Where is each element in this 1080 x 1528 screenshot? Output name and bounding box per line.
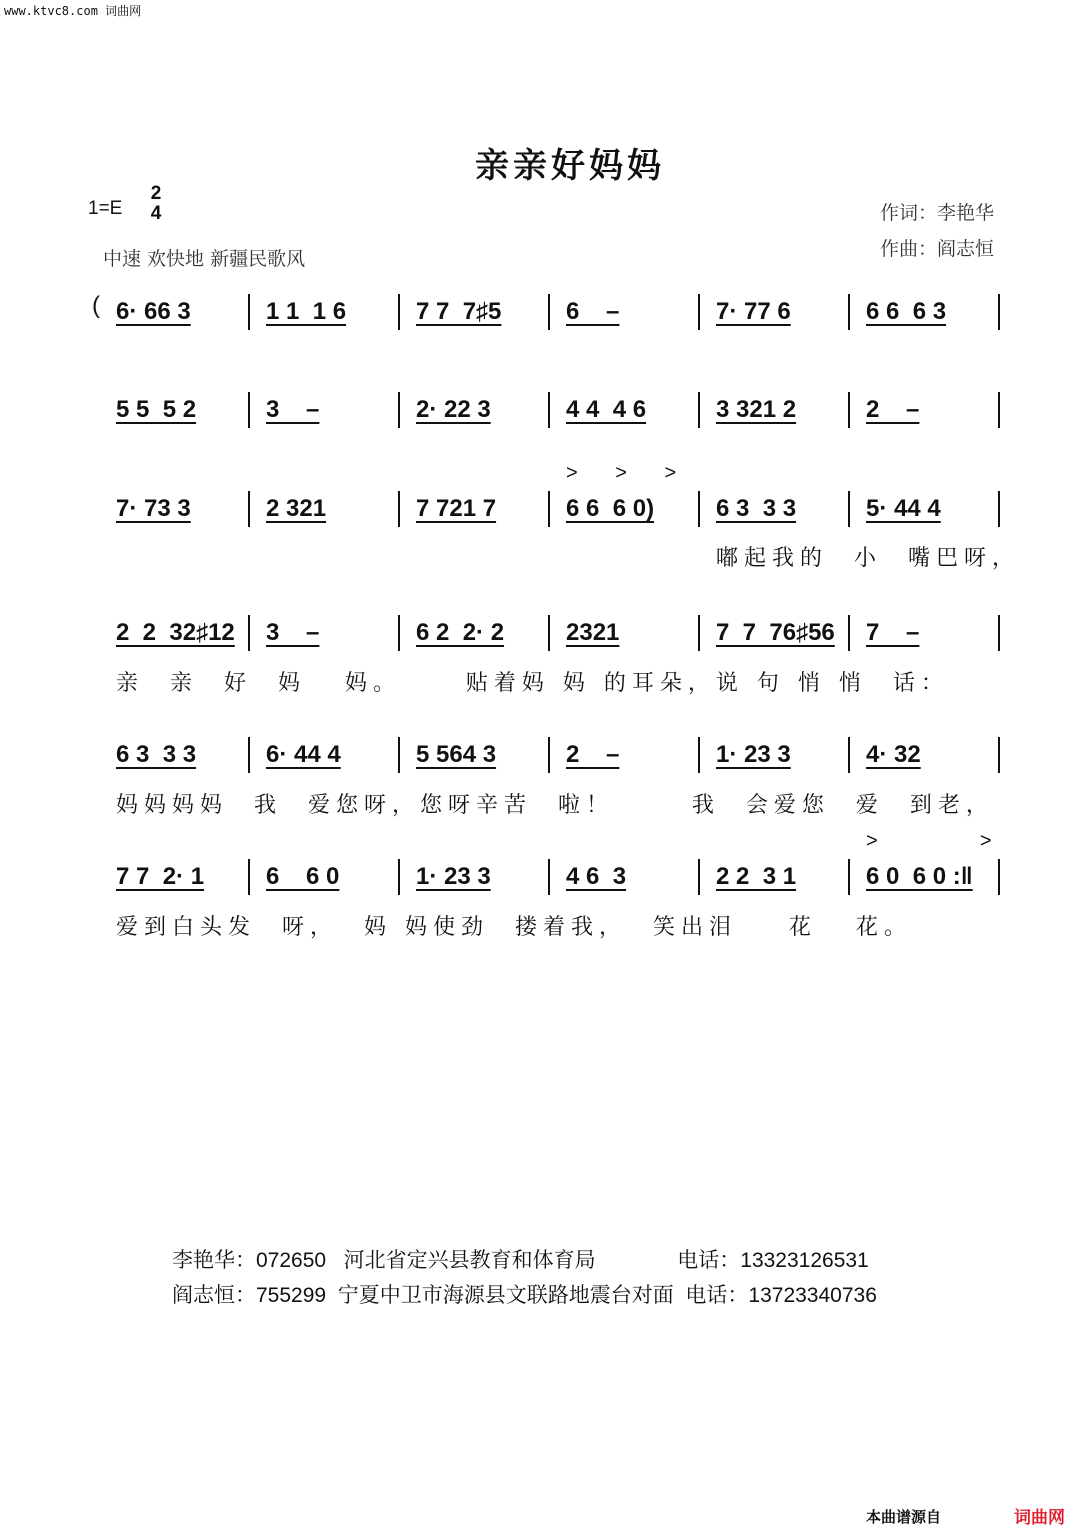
measure <box>250 392 400 428</box>
measure <box>250 491 400 527</box>
measure <box>850 294 1000 330</box>
composer: 作曲：阎志恒 <box>880 238 995 260</box>
song-title: 亲亲好妈妈 <box>475 146 665 186</box>
measure <box>100 859 250 895</box>
lyricist: 作词：李艳华 <box>880 202 995 224</box>
measure-notes: 2 321 <box>266 495 327 522</box>
measure <box>850 615 1000 651</box>
score-row <box>100 294 1000 334</box>
measure-notes: 6 3 3 3 <box>716 495 797 522</box>
time-bottom: 4 <box>150 203 162 224</box>
lyrics-line: 嘟起我的 小 嘴巴呀， <box>716 546 1020 571</box>
measure <box>400 615 550 651</box>
measure <box>850 737 1000 773</box>
measure <box>400 392 550 428</box>
measure <box>550 294 700 330</box>
measure-notes: 6 6 6 0) <box>566 495 655 522</box>
measure-notes: 3 – <box>266 396 320 423</box>
measure-notes: 4· 32 <box>866 741 921 768</box>
open-parenthesis: ( <box>92 292 100 319</box>
score-row <box>100 737 1000 777</box>
score-row <box>100 462 1000 531</box>
measure-notes: 1· 23 3 <box>416 863 491 890</box>
measure-notes: 6 0 6 0 :‖ <box>866 863 973 890</box>
measure-notes: 4 6 3 <box>566 863 627 890</box>
measure <box>250 615 400 651</box>
measure <box>850 392 1000 428</box>
measure-notes: 3 321 2 <box>716 396 797 423</box>
footer-line: 阎志恒：755299 宁夏中卫市海源县文联路地震台对面 电话：13723340736 <box>172 1284 877 1307</box>
measure-notes: 6· 66 3 <box>116 298 191 325</box>
accent-marks: > > <box>866 830 1008 852</box>
measure <box>850 491 1000 527</box>
footer-line: 李艳华：072650 河北省定兴县教育和体育局 电话：13323126531 <box>172 1249 869 1272</box>
measure-notes: 7 7 76♯56 <box>716 619 835 646</box>
measure <box>700 615 850 651</box>
measure <box>250 859 400 895</box>
measure <box>100 615 250 651</box>
measure <box>550 737 700 773</box>
source-label: 本曲谱源自 <box>866 1509 942 1526</box>
site-logo[interactable]: 词曲网 <box>1014 1508 1065 1527</box>
measure <box>400 737 550 773</box>
measure-notes: 5· 44 4 <box>866 495 941 522</box>
measure-notes: 6 2 2· 2 <box>416 619 505 646</box>
measure-notes: 5 564 3 <box>416 741 497 768</box>
score-row <box>100 392 1000 432</box>
measure-notes: 7· 77 6 <box>716 298 791 325</box>
measure <box>700 491 850 527</box>
measure <box>400 491 550 527</box>
measure <box>400 859 550 895</box>
measure-notes: 7 7 2· 1 <box>116 863 205 890</box>
measure <box>400 294 550 330</box>
measure <box>850 830 1008 895</box>
measure-notes: 1 1 1 6 <box>266 298 347 325</box>
measure-notes: 2 – <box>866 396 920 423</box>
measure <box>250 294 400 330</box>
measure <box>550 615 700 651</box>
watermark: www.ktvc8.com 词曲网 <box>4 4 142 18</box>
measure <box>700 737 850 773</box>
measure <box>100 294 250 330</box>
measure-notes: 6 – <box>566 298 620 325</box>
measure-notes: 6 3 3 3 <box>116 741 197 768</box>
measure-notes: 2· 22 3 <box>416 396 491 423</box>
measure-notes: 6· 44 4 <box>266 741 341 768</box>
measure-notes: 7· 73 3 <box>116 495 191 522</box>
measure <box>550 392 700 428</box>
lyrics-line: 妈妈妈妈 我 爱您呀，您呀辛苦 啦！ 我 会爱您 爱 到老， <box>116 793 994 818</box>
measure-notes: 2 – <box>566 741 620 768</box>
time-top: 2 <box>150 183 162 204</box>
measure-notes: 1· 23 3 <box>716 741 791 768</box>
measure <box>700 392 850 428</box>
tempo-marking: 中速 欢快地 新疆民歌风 <box>103 248 306 270</box>
measure <box>700 294 850 330</box>
measure <box>250 737 400 773</box>
measure <box>550 462 700 527</box>
measure <box>550 859 700 895</box>
measure <box>100 737 250 773</box>
accent-marks: > > > <box>566 462 693 484</box>
measure-notes: 6 6 6 3 <box>866 298 947 325</box>
lyrics-line: 亲 亲 好 妈 妈。 贴着妈 妈 的耳朵，说 句 悄 悄 话： <box>116 671 949 696</box>
measure-notes: 2 2 32♯12 <box>116 619 235 646</box>
score-row <box>100 615 1000 655</box>
measure <box>100 392 250 428</box>
measure-notes: 6 6 0 <box>266 863 340 890</box>
measure-notes: 7 7 7♯5 <box>416 298 502 325</box>
measure-notes: 7 – <box>866 619 920 646</box>
key-signature: 1=E <box>88 198 123 219</box>
measure-notes: 2 2 3 1 <box>716 863 797 890</box>
measure-notes: 2321 <box>566 619 620 646</box>
lyrics-line: 爱到白头发 呀， 妈 妈使劲 搂着我， 笑出泪 花 花。 <box>116 915 912 940</box>
measure-notes: 3 – <box>266 619 320 646</box>
time-signature <box>148 184 164 224</box>
measure <box>100 491 250 527</box>
score-row <box>100 830 1008 899</box>
measure-notes: 4 4 4 6 <box>566 396 647 423</box>
measure-notes: 7 721 7 <box>416 495 497 522</box>
measure <box>700 859 850 895</box>
measure-notes: 5 5 5 2 <box>116 396 197 423</box>
